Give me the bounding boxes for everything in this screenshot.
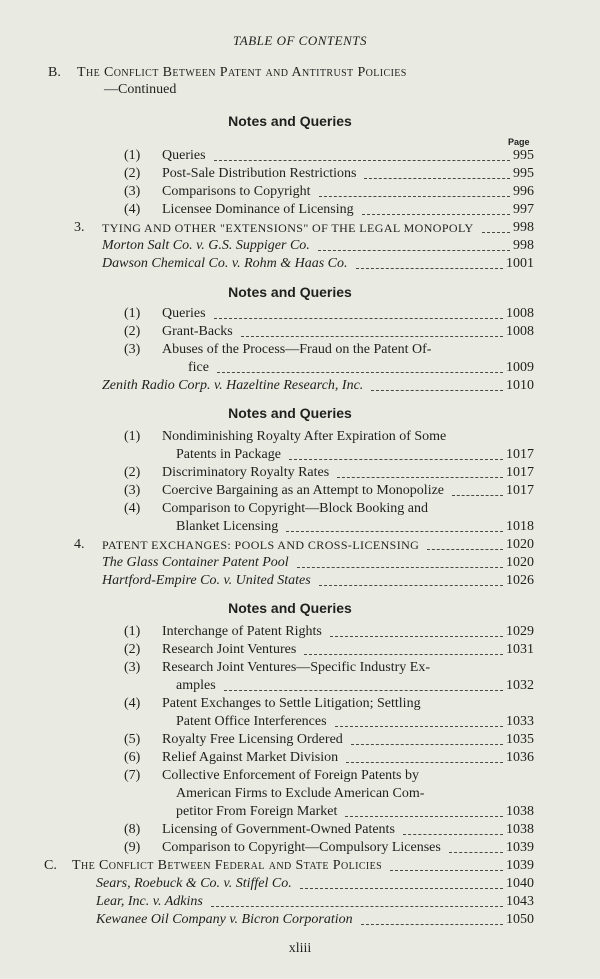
- entry-title: Lear, Inc. v. Adkins: [96, 894, 203, 909]
- entry-number: 3.: [74, 220, 85, 235]
- dot-leader: [346, 762, 503, 763]
- entry-page-number: 1029: [506, 624, 534, 639]
- entry-title-continued: Patents in Package: [176, 447, 281, 462]
- entry-page-number: 995: [513, 166, 534, 181]
- dot-leader: [371, 390, 503, 391]
- entry-number: 4.: [74, 537, 85, 552]
- entry-page-number: 1038: [506, 822, 534, 837]
- entry-page-number: 1035: [506, 732, 534, 747]
- entry-page-number: 1008: [506, 324, 534, 339]
- dot-leader: [211, 906, 503, 907]
- entry-title-continued: fice: [188, 360, 209, 375]
- dot-leader: [300, 888, 503, 889]
- entry-page-number: 1026: [506, 573, 534, 588]
- entry-title: Research Joint Ventures: [162, 642, 297, 657]
- dot-leader: [241, 336, 503, 337]
- entry-title-continued: Patent Office Interferences: [176, 714, 327, 729]
- dot-leader: [214, 318, 503, 319]
- entry-title: Morton Salt Co. v. G.S. Suppiger Co.: [102, 238, 310, 253]
- entry-page-number: 1001: [506, 256, 534, 271]
- entry-page-number: 1033: [506, 714, 534, 729]
- dot-leader: [427, 549, 503, 550]
- dot-leader: [452, 495, 503, 496]
- entry-title: Royalty Free Licensing Ordered: [162, 732, 343, 747]
- dot-leader: [304, 654, 503, 655]
- dot-leader: [330, 636, 503, 637]
- dot-leader: [319, 585, 503, 586]
- entry-title: Grant-Backs: [162, 324, 233, 339]
- dot-leader: [289, 459, 503, 460]
- dot-leader: [361, 924, 503, 925]
- entry-page-number: 1017: [506, 447, 534, 462]
- notes-heading-1: Notes and Queries: [228, 113, 352, 129]
- notes-heading-4: Notes and Queries: [228, 600, 352, 616]
- page-folio: xliii: [288, 941, 312, 956]
- entry-number: (1): [124, 148, 141, 163]
- entry-title: Comparisons to Copyright: [162, 184, 311, 199]
- entry-number: C.: [44, 858, 57, 873]
- section-b-continued: —Continued: [104, 82, 177, 97]
- entry-number: (4): [124, 696, 141, 711]
- entry-number: (3): [124, 184, 141, 199]
- entry-page-number: 1020: [506, 537, 534, 552]
- entry-title: The Conflict Between Federal and State Policies: [72, 858, 383, 873]
- entry-title: Nondiminishing Royalty After Expiration of Some: [162, 429, 447, 444]
- entry-title: Hartford-Empire Co. v. United States: [102, 573, 311, 588]
- entry-title: Licensing of Government-Owned Patents: [162, 822, 395, 837]
- dot-leader: [318, 250, 510, 251]
- notes-heading-3: Notes and Queries: [228, 405, 352, 421]
- entry-title: PATENT EXCHANGES: POOLS AND CROSS-LICENSING: [102, 538, 420, 552]
- entry-page-number: 1043: [506, 894, 534, 909]
- entry-title: Comparison to Copyright—Block Booking and: [162, 501, 428, 516]
- running-head: TABLE OF CONTENTS: [233, 33, 367, 48]
- dot-leader: [362, 214, 510, 215]
- entry-title-continued: Blanket Licensing: [176, 519, 279, 534]
- entry-title: Relief Against Market Division: [162, 750, 339, 765]
- entry-title-continued: petitor From Foreign Market: [176, 804, 338, 819]
- entry-title: Queries: [162, 306, 206, 321]
- entry-page-number: 998: [513, 238, 534, 253]
- entry-page-number: 995: [513, 148, 534, 163]
- entry-title: Dawson Chemical Co. v. Rohm & Haas Co.: [102, 256, 348, 271]
- section-b-title: The Conflict Between Patent and Antitrust Policies: [77, 65, 407, 80]
- entry-page-number: 998: [513, 220, 534, 235]
- dot-leader: [286, 531, 503, 532]
- entry-title: Research Joint Ventures—Specific Industry Ex-: [162, 660, 431, 675]
- entry-title: Queries: [162, 148, 206, 163]
- entry-number: (3): [124, 660, 141, 675]
- dot-leader: [345, 816, 503, 817]
- dot-leader: [319, 196, 510, 197]
- entry-page-number: 1008: [506, 306, 534, 321]
- page-column-label: Page: [508, 137, 530, 147]
- entry-title: Discriminatory Royalty Rates: [162, 465, 330, 480]
- entry-title: Interchange of Patent Rights: [162, 624, 322, 639]
- entry-page-number: 996: [513, 184, 534, 199]
- notes-heading-2: Notes and Queries: [228, 284, 352, 300]
- entry-number: (2): [124, 324, 141, 339]
- dot-leader: [224, 690, 503, 691]
- entry-title: Comparison to Copyright—Compulsory Licenses: [162, 840, 441, 855]
- section-b-letter: B.: [48, 65, 61, 80]
- entry-title: Collective Enforcement of Foreign Patents by: [162, 768, 419, 783]
- dot-leader: [403, 834, 503, 835]
- entry-number: (7): [124, 768, 141, 783]
- dot-leader: [335, 726, 503, 727]
- entry-page-number: 1050: [506, 912, 534, 927]
- entry-title-continued: American Firms to Exclude American Com-: [176, 786, 425, 801]
- entry-number: (1): [124, 624, 141, 639]
- entry-number: (2): [124, 642, 141, 657]
- entry-number: (1): [124, 306, 141, 321]
- entry-title: Licensee Dominance of Licensing: [162, 202, 354, 217]
- entry-page-number: 997: [513, 202, 534, 217]
- dot-leader: [214, 160, 510, 161]
- entry-page-number: 1010: [506, 378, 534, 393]
- entry-number: (6): [124, 750, 141, 765]
- entry-title: Post-Sale Distribution Restrictions: [162, 166, 357, 181]
- entry-number: (5): [124, 732, 141, 747]
- entry-number: (9): [124, 840, 141, 855]
- entry-title: TYING AND OTHER "EXTENSIONS" OF THE LEGAL MONOPOLY: [102, 221, 474, 235]
- entry-page-number: 1018: [506, 519, 534, 534]
- entry-title: Patent Exchanges to Settle Litigation; Settling: [162, 696, 421, 711]
- entry-number: (8): [124, 822, 141, 837]
- entry-page-number: 1039: [506, 840, 534, 855]
- entry-title: Sears, Roebuck & Co. v. Stiffel Co.: [96, 876, 292, 891]
- entry-number: (3): [124, 483, 141, 498]
- entry-page-number: 1017: [506, 483, 534, 498]
- entry-title: Zenith Radio Corp. v. Hazeltine Research, Inc.: [102, 378, 364, 393]
- entry-page-number: 1009: [506, 360, 534, 375]
- entry-page-number: 1020: [506, 555, 534, 570]
- dot-leader: [351, 744, 503, 745]
- entry-number: (4): [124, 202, 141, 217]
- dot-leader: [390, 870, 503, 871]
- dot-leader: [449, 852, 503, 853]
- entry-page-number: 1031: [506, 642, 534, 657]
- dot-leader: [217, 372, 503, 373]
- entry-title: Abuses of the Process—Fraud on the Patent Of-: [162, 342, 432, 357]
- dot-leader: [337, 477, 503, 478]
- entry-title: Coercive Bargaining as an Attempt to Monopolize: [162, 483, 445, 498]
- entry-number: (2): [124, 166, 141, 181]
- entry-page-number: 1040: [506, 876, 534, 891]
- dot-leader: [356, 268, 503, 269]
- entry-title: Kewanee Oil Company v. Bicron Corporation: [96, 912, 353, 927]
- entry-number: (2): [124, 465, 141, 480]
- entry-number: (4): [124, 501, 141, 516]
- entry-title-continued: amples: [176, 678, 216, 693]
- entry-page-number: 1036: [506, 750, 534, 765]
- dot-leader: [297, 567, 503, 568]
- entry-page-number: 1017: [506, 465, 534, 480]
- entry-page-number: 1039: [506, 858, 534, 873]
- dot-leader: [364, 178, 510, 179]
- entry-title: The Glass Container Patent Pool: [102, 555, 289, 570]
- dot-leader: [482, 232, 510, 233]
- entry-page-number: 1038: [506, 804, 534, 819]
- entry-page-number: 1032: [506, 678, 534, 693]
- entry-number: (1): [124, 429, 141, 444]
- entry-number: (3): [124, 342, 141, 357]
